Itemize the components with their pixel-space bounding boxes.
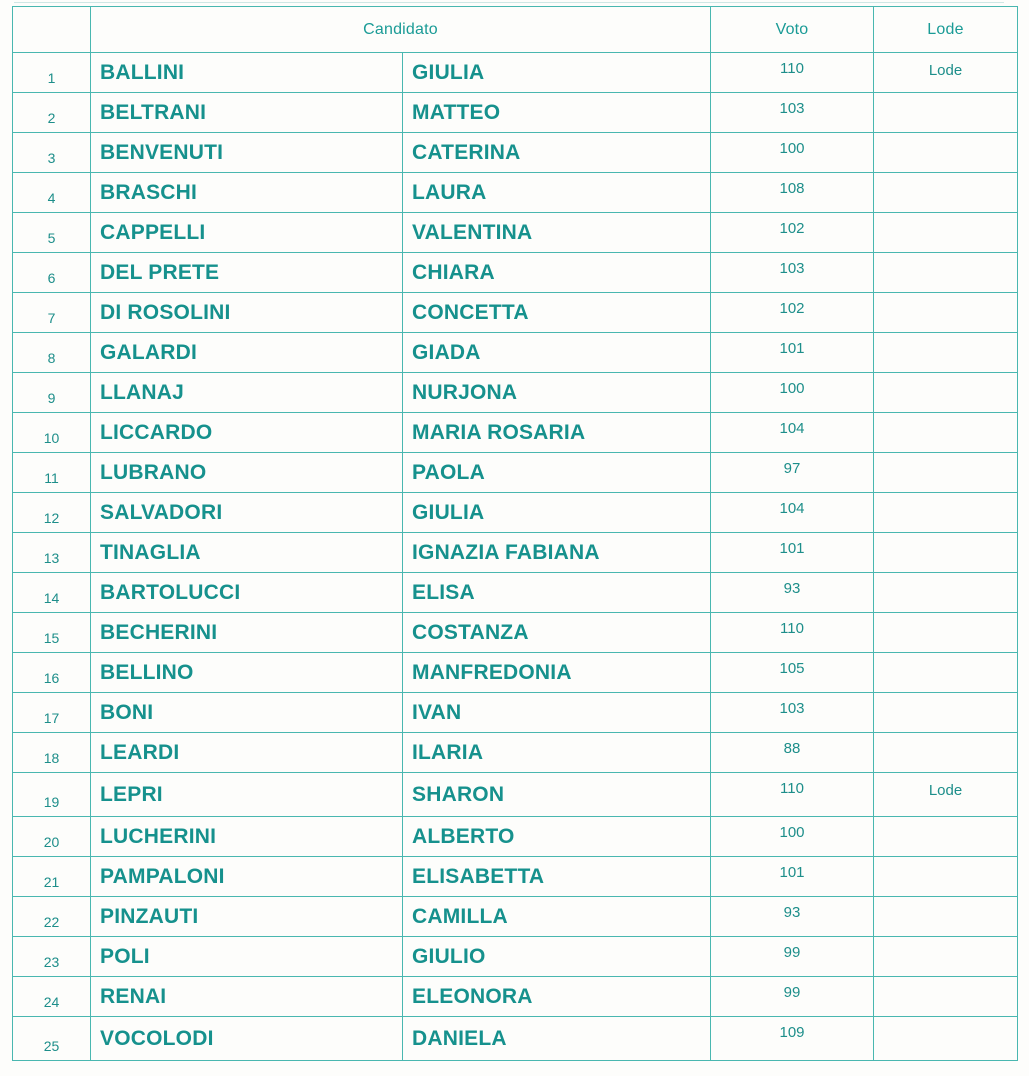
row-index: 25 — [13, 1017, 91, 1061]
row-surname: LICCARDO — [91, 413, 403, 453]
row-lode — [874, 573, 1018, 613]
row-voto: 101 — [711, 857, 874, 897]
row-index: 19 — [13, 773, 91, 817]
row-surname: VOCOLODI — [91, 1017, 403, 1061]
table-row — [13, 93, 1018, 133]
row-voto: 105 — [711, 653, 874, 693]
row-firstname: LAURA — [403, 173, 711, 213]
table-row — [13, 213, 1018, 253]
row-voto: 99 — [711, 977, 874, 1017]
row-surname: LUCHERINI — [91, 817, 403, 857]
row-surname: CAPPELLI — [91, 213, 403, 253]
row-lode: Lode — [874, 53, 1018, 93]
row-voto: 100 — [711, 373, 874, 413]
row-lode — [874, 493, 1018, 533]
table-row — [13, 53, 1018, 93]
row-firstname: GIULIA — [403, 493, 711, 533]
row-lode — [874, 93, 1018, 133]
row-voto: 103 — [711, 693, 874, 733]
row-surname: BALLINI — [91, 53, 403, 93]
row-surname: LLANAJ — [91, 373, 403, 413]
row-voto: 88 — [711, 733, 874, 773]
row-lode — [874, 453, 1018, 493]
row-lode — [874, 133, 1018, 173]
table-row — [13, 1017, 1018, 1061]
row-surname: LUBRANO — [91, 453, 403, 493]
row-firstname: CHIARA — [403, 253, 711, 293]
row-firstname: CONCETTA — [403, 293, 711, 333]
row-surname: DEL PRETE — [91, 253, 403, 293]
row-index: 5 — [13, 213, 91, 253]
row-index: 3 — [13, 133, 91, 173]
row-index: 20 — [13, 817, 91, 857]
table-row — [13, 133, 1018, 173]
row-firstname: PAOLA — [403, 453, 711, 493]
grades-table — [12, 6, 1018, 1061]
row-lode — [874, 333, 1018, 373]
table-row — [13, 373, 1018, 413]
row-lode — [874, 653, 1018, 693]
row-voto: 101 — [711, 333, 874, 373]
row-surname: LEPRI — [91, 773, 403, 817]
row-firstname: GIULIA — [403, 53, 711, 93]
row-firstname: ILARIA — [403, 733, 711, 773]
table-row — [13, 173, 1018, 213]
row-index: 22 — [13, 897, 91, 937]
row-lode — [874, 293, 1018, 333]
table-body — [13, 53, 1018, 1061]
header-candidate: Candidato — [91, 7, 711, 53]
row-firstname: NURJONA — [403, 373, 711, 413]
row-surname: RENAI — [91, 977, 403, 1017]
row-surname: TINAGLIA — [91, 533, 403, 573]
table-row — [13, 613, 1018, 653]
row-firstname: DANIELA — [403, 1017, 711, 1061]
row-voto: 101 — [711, 533, 874, 573]
row-firstname: VALENTINA — [403, 213, 711, 253]
row-lode — [874, 937, 1018, 977]
row-surname: SALVADORI — [91, 493, 403, 533]
row-surname: PINZAUTI — [91, 897, 403, 937]
row-voto: 110 — [711, 53, 874, 93]
table-row — [13, 493, 1018, 533]
row-index: 2 — [13, 93, 91, 133]
row-firstname: GIULIO — [403, 937, 711, 977]
row-surname: BRASCHI — [91, 173, 403, 213]
row-voto: 109 — [711, 1017, 874, 1061]
row-index: 24 — [13, 977, 91, 1017]
row-index: 14 — [13, 573, 91, 613]
row-voto: 93 — [711, 573, 874, 613]
row-firstname: ELISABETTA — [403, 857, 711, 897]
row-voto: 99 — [711, 937, 874, 977]
row-firstname: ELEONORA — [403, 977, 711, 1017]
row-index: 12 — [13, 493, 91, 533]
row-lode — [874, 173, 1018, 213]
row-voto: 103 — [711, 93, 874, 133]
row-voto: 103 — [711, 253, 874, 293]
row-lode — [874, 817, 1018, 857]
row-surname: LEARDI — [91, 733, 403, 773]
row-index: 6 — [13, 253, 91, 293]
row-index: 8 — [13, 333, 91, 373]
table-row — [13, 937, 1018, 977]
row-voto: 104 — [711, 413, 874, 453]
row-surname: BECHERINI — [91, 613, 403, 653]
table-row — [13, 333, 1018, 373]
row-voto: 104 — [711, 493, 874, 533]
row-index: 23 — [13, 937, 91, 977]
row-index: 13 — [13, 533, 91, 573]
top-rule — [14, 2, 1004, 3]
row-voto: 100 — [711, 133, 874, 173]
row-lode — [874, 1017, 1018, 1061]
table-header — [13, 7, 1018, 53]
table-row — [13, 693, 1018, 733]
row-index: 4 — [13, 173, 91, 213]
row-index: 21 — [13, 857, 91, 897]
row-lode — [874, 857, 1018, 897]
row-index: 10 — [13, 413, 91, 453]
header-index — [13, 7, 91, 53]
row-index: 18 — [13, 733, 91, 773]
row-firstname: GIADA — [403, 333, 711, 373]
row-lode — [874, 373, 1018, 413]
row-firstname: ELISA — [403, 573, 711, 613]
row-lode — [874, 253, 1018, 293]
row-voto: 102 — [711, 293, 874, 333]
row-surname: GALARDI — [91, 333, 403, 373]
row-lode — [874, 733, 1018, 773]
row-index: 1 — [13, 53, 91, 93]
table-row — [13, 533, 1018, 573]
row-voto: 97 — [711, 453, 874, 493]
table-row — [13, 413, 1018, 453]
table-row — [13, 253, 1018, 293]
row-surname: BONI — [91, 693, 403, 733]
row-index: 16 — [13, 653, 91, 693]
row-voto: 110 — [711, 773, 874, 817]
row-lode — [874, 897, 1018, 937]
table-row — [13, 857, 1018, 897]
row-lode: Lode — [874, 773, 1018, 817]
row-surname: PAMPALONI — [91, 857, 403, 897]
table-row — [13, 977, 1018, 1017]
row-firstname: CAMILLA — [403, 897, 711, 937]
row-surname: POLI — [91, 937, 403, 977]
row-firstname: MATTEO — [403, 93, 711, 133]
header-row — [13, 7, 1018, 53]
row-index: 9 — [13, 373, 91, 413]
row-firstname: COSTANZA — [403, 613, 711, 653]
header-voto: Voto — [711, 7, 874, 53]
row-surname: DI ROSOLINI — [91, 293, 403, 333]
row-lode — [874, 533, 1018, 573]
row-voto: 100 — [711, 817, 874, 857]
table-row — [13, 573, 1018, 613]
row-index: 7 — [13, 293, 91, 333]
row-surname: BELTRANI — [91, 93, 403, 133]
row-surname: BENVENUTI — [91, 133, 403, 173]
row-firstname: CATERINA — [403, 133, 711, 173]
row-index: 17 — [13, 693, 91, 733]
row-voto: 93 — [711, 897, 874, 937]
row-surname: BARTOLUCCI — [91, 573, 403, 613]
row-lode — [874, 413, 1018, 453]
table-row — [13, 293, 1018, 333]
row-index: 15 — [13, 613, 91, 653]
table-row — [13, 733, 1018, 773]
row-firstname: MARIA ROSARIA — [403, 413, 711, 453]
row-lode — [874, 613, 1018, 653]
header-lode: Lode — [874, 7, 1018, 53]
row-index: 11 — [13, 453, 91, 493]
table-row — [13, 653, 1018, 693]
row-lode — [874, 693, 1018, 733]
table-row — [13, 453, 1018, 493]
row-surname: BELLINO — [91, 653, 403, 693]
row-firstname: MANFREDONIA — [403, 653, 711, 693]
row-lode — [874, 213, 1018, 253]
row-lode — [874, 977, 1018, 1017]
row-voto: 108 — [711, 173, 874, 213]
row-firstname: ALBERTO — [403, 817, 711, 857]
row-firstname: IGNAZIA FABIANA — [403, 533, 711, 573]
row-voto: 110 — [711, 613, 874, 653]
row-firstname: SHARON — [403, 773, 711, 817]
row-voto: 102 — [711, 213, 874, 253]
table-row — [13, 897, 1018, 937]
table-row — [13, 773, 1018, 817]
row-firstname: IVAN — [403, 693, 711, 733]
table-row — [13, 817, 1018, 857]
